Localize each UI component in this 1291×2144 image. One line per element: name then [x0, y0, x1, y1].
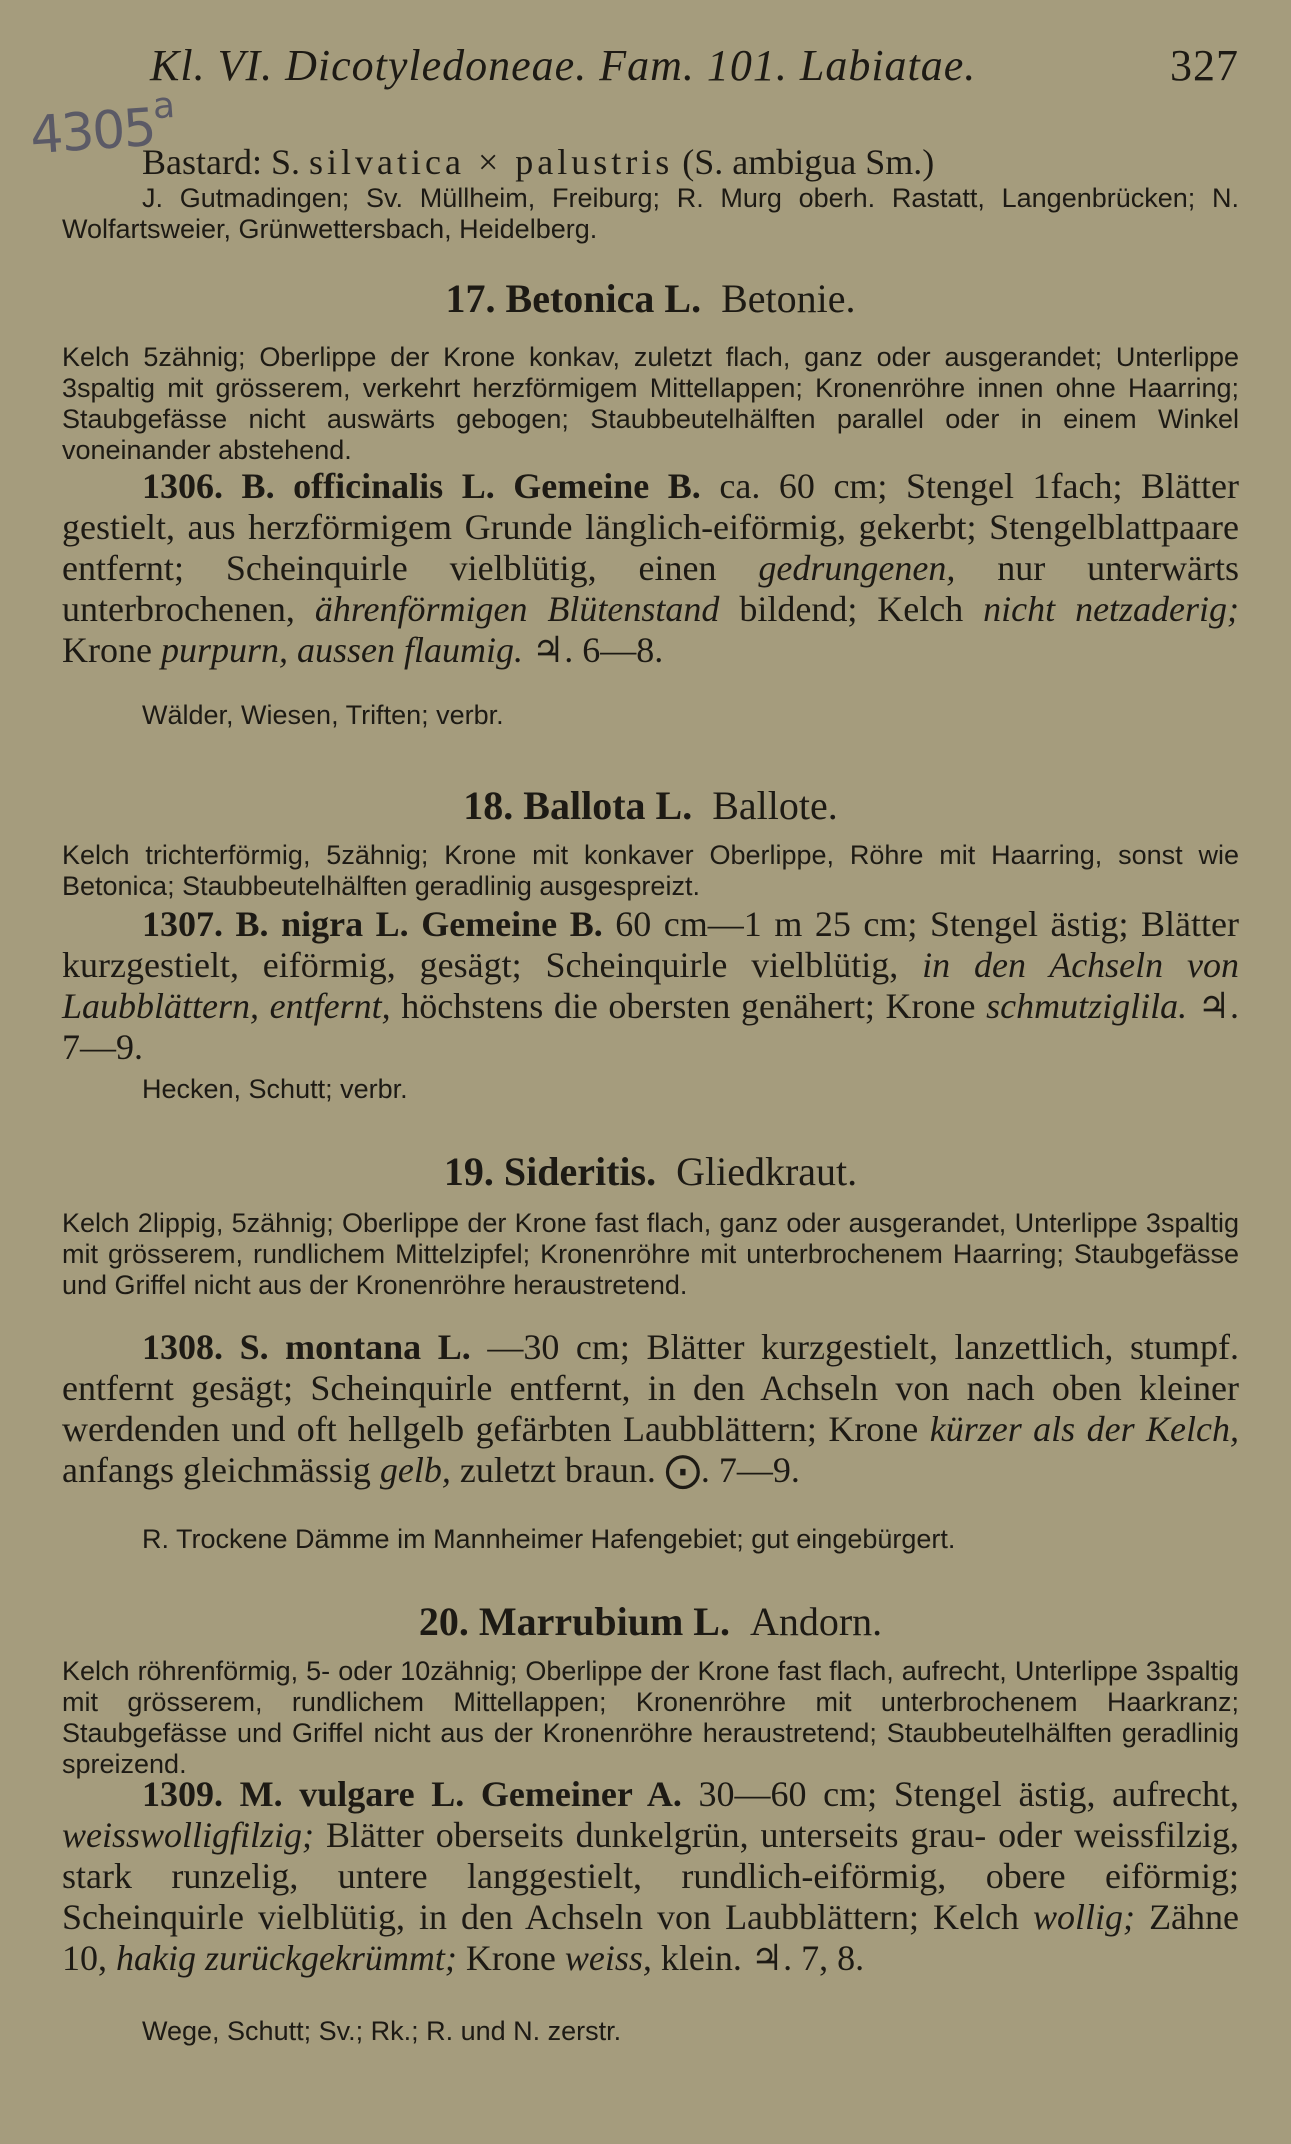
species-1307: 1307. B. nigra L. Gemeine B. 60 cm—1 m 25 cm; Stengel ästig; Blätter kurzgestielt, eiförmig, gesägt; Scheinquirle vielblütig, in den Achseln von Laubblättern, entfernt, höchstens die obersten genähert; Krone schmutziglila. ♃. 7—9. — [62, 904, 1240, 1067]
genus-ballota-description: Kelch trichterförmig, 5zähnig; Krone mit konkaver Oberlippe, Röhre mit Haarring, sonst wie Betonica; Staubbeutelhälften geradlinig ausgespreizt. — [62, 840, 1239, 901]
species-1307-localities: Hecken, Schutt; verbr. — [142, 1074, 408, 1104]
genus-marrubium-description: Kelch röhrenförmig, 5- oder 10zähnig; Oberlippe der Krone fast flach, aufrecht, Unterlippe 3spaltig mit grösserem, rundlichem Mittellappen; Kronenröhre mit unterbrochenem Haarkranz; Staubgefässe und Griffel nicht aus der Kronenröhre heraustretend; Staubbeutelhälften geradlinig spreizend. — [62, 1656, 1239, 1779]
species-1309-localities: Wege, Schutt; Sv.; Rk.; R. und N. zerstr. — [142, 2016, 622, 2046]
bastard-title: Bastard: S. silvatica × palustris (S. ambigua Sm.) — [142, 142, 935, 182]
species-name: 1308. S. montana L. — [142, 1327, 471, 1367]
genus-marrubium — [62, 1598, 1239, 1645]
species-1308-localities: R. Trockene Dämme im Mannheimer Hafengebiet; gut eingebürgert. — [142, 1524, 956, 1554]
genus-heading: 17. Betonica L. Betonie. — [445, 276, 856, 321]
species-1306-localities: Wälder, Wiesen, Triften; verbr. — [142, 700, 504, 730]
running-header — [150, 40, 1239, 91]
handwritten-suffix: a — [151, 85, 175, 128]
species-1309: 1309. M. vulgare L. Gemeiner A. 30—60 cm; Stengel ästig, aufrecht, weisswolligfilzig; Blätter oberseits dunkelgrün, unterseits grau- oder weissfilzig, stark runzelig, untere langgestielt, rundlich-eiförmig, obere eiförmig; Scheinquirle vielblütig, in den Achseln von Laubblättern; Kelch wollig; Zähne 10, hakig zurückgekrümmt; Krone weiss, klein. ♃. 7, 8. — [62, 1774, 1240, 1978]
header-text: Kl. VI. Dicotyledoneae. Fam. 101. Labiatae. — [150, 41, 977, 90]
bastard-cross: silvatica × palustris — [309, 142, 674, 182]
bastard-localities: J. Gutmadingen; Sv. Müllheim, Freiburg; R. Murg oberh. Rastatt, Langenbrücken; N. Wolfartsweier, Grünwettersbach, Heidelberg. — [62, 183, 1239, 244]
genus-sideritis-description: Kelch 2lippig, 5zähnig; Oberlippe der Krone fast flach, ganz oder ausgerandet, Unterlippe 3spaltig mit grösserem, rundlichem Mittelzipfel; Kronenröhre mit unterbrochenem Haarring; Staubgefässe und Griffel nicht aus der Kronenröhre heraustretend. — [62, 1208, 1239, 1300]
species-1306: 1306. B. officinalis L. Gemeine B. ca. 60 cm; Stengel 1fach; Blätter gestielt, aus herzförmigem Grunde länglich-eiförmig, gekerbt; Stengelblattpaare entfernt; Scheinquirle vielblütig, einen gedrungenen, nur unterwärts unterbrochenen, ährenförmigen Blütenstand bildend; Kelch nicht netzaderig; Krone purpurn, aussen flaumig. ♃. 6—8. — [62, 466, 1240, 670]
genus-heading: 19. Sideritis. Gliedkraut. — [443, 1149, 858, 1194]
genus-sideritis — [62, 1148, 1239, 1195]
genus-heading: 18. Ballota L. Ballote. — [463, 783, 838, 828]
handwritten-number: 4305 — [28, 97, 157, 167]
genus-ballota — [62, 782, 1239, 829]
species-name: 1306. B. officinalis L. Gemeine B. — [142, 466, 701, 506]
bastard-entry — [62, 142, 1239, 245]
species-name: 1307. B. nigra L. Gemeine B. — [142, 904, 603, 944]
genus-betonica — [62, 275, 1239, 322]
page-number: 327 — [1170, 41, 1239, 90]
species-name: 1309. M. vulgare L. Gemeiner A. — [142, 1774, 682, 1814]
species-1308: 1308. S. montana L. —30 cm; Blätter kurzgestielt, lanzettlich, stumpf. entfernt gesägt; Scheinquirle entfernt, in den Achseln von nach oben kleiner werdenden und oft hellgelb gefärbten Laubblättern; Krone kürzer als der Kelch, anfangs gleichmässig gelb, zuletzt braun. ⨀. 7—9. — [62, 1327, 1240, 1490]
genus-heading: 20. Marrubium L. Andorn. — [418, 1599, 883, 1644]
genus-betonica-description: Kelch 5zähnig; Oberlippe der Krone konkav, zuletzt flach, ganz oder ausgerandet; Unterlippe 3spaltig mit grösserem, verkehrt herzförmigem Mittellappen; Kronenröhre innen ohne Haarring; Staubgefässe nicht auswärts gebogen; Staubbeutelhälften parallel oder in einem Winkel voneinander abstehend. — [62, 342, 1239, 465]
